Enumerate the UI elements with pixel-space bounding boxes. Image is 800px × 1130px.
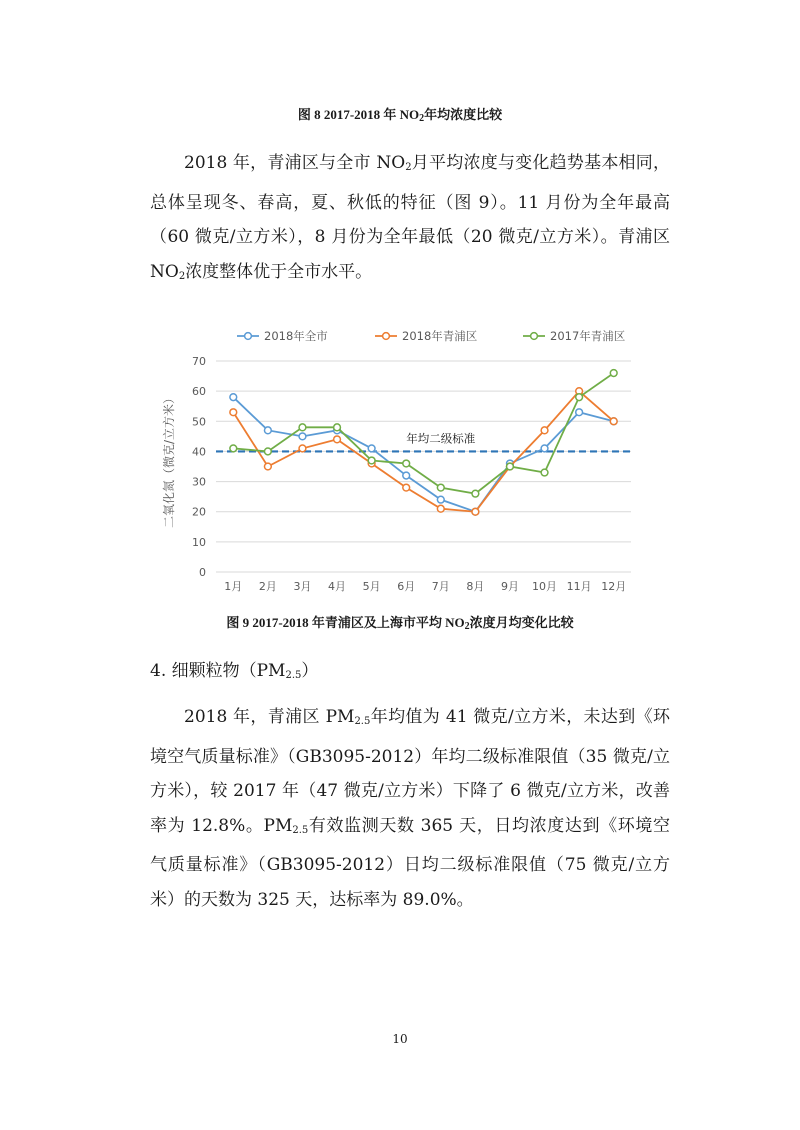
data-point [230, 394, 237, 401]
x-tick-label: 8月 [466, 580, 485, 593]
x-tick-label: 4月 [328, 580, 347, 593]
legend-swatch-marker [531, 333, 538, 340]
legend-swatch-marker [383, 333, 390, 340]
x-tick-label: 6月 [397, 580, 416, 593]
figure-9-caption: 图 9 2017-2018 年青浦区及上海市平均 $NO_2$浓度月均变化比较 [226, 615, 574, 632]
legend-label: 2017年青浦区 [550, 329, 626, 343]
x-tick-label: 1月 [224, 580, 243, 593]
legend-label: 2018年青浦区 [402, 329, 478, 343]
data-point [610, 370, 617, 377]
section-4-heading: 4. 细颗粒物$(PM_{2.5})$ [150, 661, 319, 681]
data-point [437, 505, 444, 512]
data-point [299, 445, 306, 452]
y-tick-label: 60 [192, 385, 206, 399]
data-point [264, 427, 271, 434]
data-point [610, 418, 617, 425]
data-point [334, 424, 341, 431]
x-tick-label: 5月 [362, 580, 381, 593]
reference-line-group [216, 431, 631, 451]
data-point [437, 496, 444, 503]
data-point [576, 394, 583, 401]
reference-line-label: 年均二级标准 [406, 431, 476, 446]
legend-label: 2018年全市 [264, 329, 328, 343]
legend-swatch-marker [245, 333, 252, 340]
x-tick-label: 9月 [500, 580, 519, 593]
data-point [230, 409, 237, 416]
x-axis-ticks [224, 580, 626, 593]
x-tick-label: 10月 [532, 580, 558, 593]
data-point [437, 484, 444, 491]
chart-gridlines [216, 361, 631, 572]
data-point [368, 457, 375, 464]
data-point [507, 463, 514, 470]
figure-8-caption: 图 8 2017-2018 年 $NO_2$年均浓度比较 [297, 107, 503, 124]
data-point [403, 460, 410, 467]
data-point [403, 484, 410, 491]
paragraph-no2-summary: 2018 年，青浦区与全市 $NO_2$月平均浓度与变化趋势基本相同，总体呈现冬、春高，夏、秋低的特征（图 9）。11 月份为全年最高（60 微克/立方米），8 月份为全年最低（20 微克/立方米）。青浦区 $NO_2$浓度整体优于全市水平。 [150, 153, 671, 282]
page-number: 10 [392, 1032, 408, 1046]
data-point [472, 508, 479, 515]
data-point [264, 448, 271, 455]
x-tick-label: 11月 [566, 580, 592, 593]
data-point [299, 424, 306, 431]
y-tick-label: 70 [192, 355, 206, 368]
y-tick-label: 20 [192, 505, 206, 519]
y-tick-label: 40 [192, 445, 206, 459]
y-tick-label: 30 [192, 475, 206, 489]
data-point [299, 433, 306, 440]
data-point [576, 409, 583, 416]
x-tick-label: 2月 [258, 580, 277, 593]
data-point [541, 469, 548, 476]
x-tick-label: 7月 [431, 580, 450, 593]
y-tick-label: 10 [192, 535, 206, 549]
chart-legend [237, 329, 625, 343]
data-point [541, 427, 548, 434]
no2-monthly-line-chart [155, 320, 645, 605]
y-axis-ticks [192, 355, 206, 579]
y-tick-label: 0 [199, 566, 206, 579]
data-point [472, 490, 479, 497]
data-point [334, 436, 341, 443]
data-point [368, 445, 375, 452]
data-point [264, 463, 271, 470]
y-axis-label: 二氧化氮（微克/立方米） [162, 391, 176, 529]
data-point [230, 445, 237, 452]
data-point [403, 472, 410, 479]
paragraph-pm25-summary: 2018 年，青浦区 $PM_{2.5}$年均值为 41 微克/立方米，未达到《环境空气质量标准》（GB3095-2012）年均二级标准限值（35 微克/立方米），较 2017 年（47 微克/立方米）下降了 6 微克/立方米，改善率为 12.8%。$PM_{2.5}$有效监测天数 365 天，日均浓度达到《环境空气质量标准》（GB3095-2012）日均二级标准限值（75 微克/立方米）的天数为 325 天，达标率为 89.0%。 [150, 707, 670, 910]
x-tick-label: 12月 [601, 580, 627, 593]
x-tick-label: 3月 [293, 580, 312, 593]
y-tick-label: 50 [192, 415, 206, 429]
data-point [541, 445, 548, 452]
